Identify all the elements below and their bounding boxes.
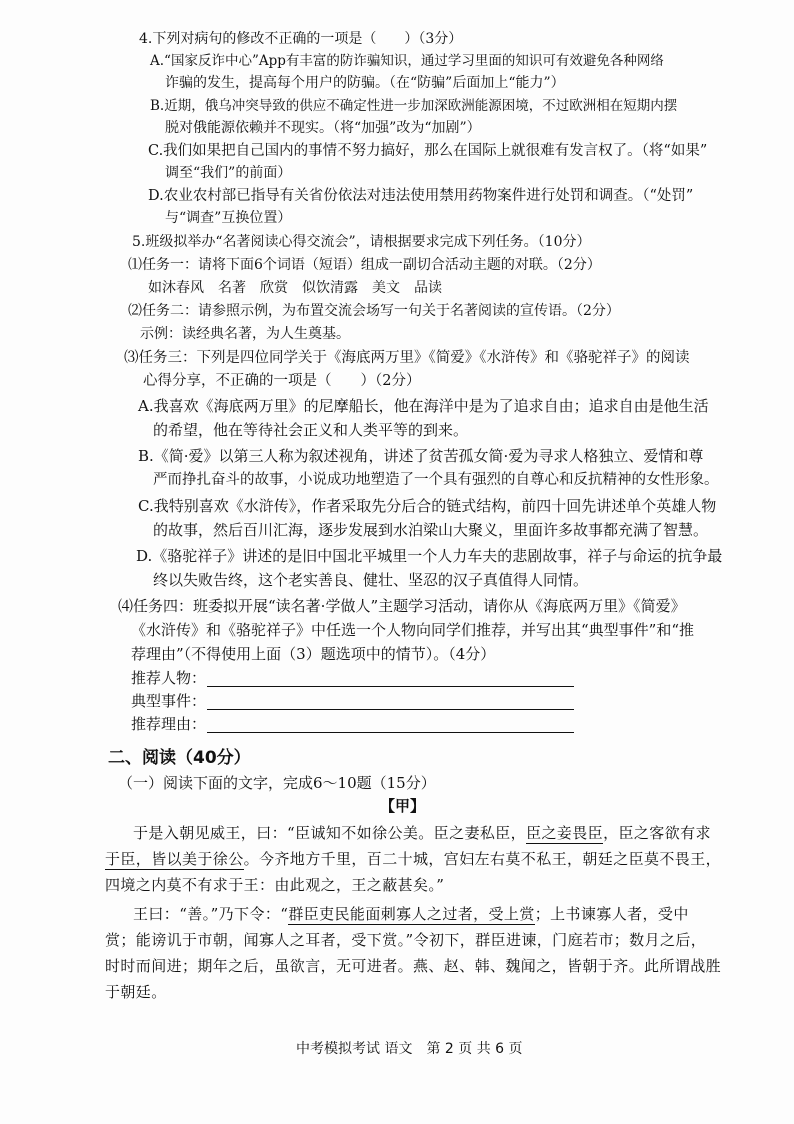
recommend-reason-label: 推荐理由： — [131, 715, 207, 733]
reading-part1-instruction: （一）阅读下面的文字，完成6～10题（15分） — [118, 774, 436, 792]
passage-underline-2: 群臣吏民能面刺寡人之过者，受上赏 — [288, 905, 535, 923]
passage-p1-line1-end: ，臣之客欲有求 — [603, 824, 711, 842]
q5-stem: 5.班级拟举办“名著阅读心得交流会”，请根据要求完成下列任务。（10分） — [132, 234, 591, 250]
q5-option-c-line1: C.我特别喜欢《水浒传》，作者采取先分后合的链式结构，前四十回先讲述单个英雄人物 — [138, 497, 717, 515]
passage-p1-line2 — [105, 850, 721, 869]
passage-underline-1a: 臣之妾畏臣 — [526, 824, 604, 842]
q5-task1: ⑴任务一：请将下面6个词语（短语）组成一副切合活动主题的对联。（2分） — [128, 257, 601, 273]
q5-task3-line2: 心得分享，不正确的一项是（ ）（2分） — [143, 373, 421, 389]
typical-event-blank[interactable] — [207, 709, 574, 710]
passage-p1-line3: 四境之内莫不有求于王：由此观之，王之蔽甚矣。” — [105, 876, 445, 894]
passage-p2-line1-start: 王曰：“善。”乃下令：“ — [133, 905, 289, 923]
q5-option-a-line2: 的希望，他在等待社会正义和人类平等的到来。 — [153, 421, 469, 439]
q5-task2: ⑵任务二：请参照示例，为布置交流会场写一句关于名著阅读的宣传语。（2分） — [128, 303, 620, 319]
typical-event-label: 典型事件： — [131, 692, 207, 710]
passage-p1-line1-text: 于是入朝见威王，曰：“臣诚知不如徐公美。臣之妻私臣， — [133, 824, 527, 842]
q5-option-d-line1: D.《骆驼祥子》讲述的是旧中国北平城里一个人力车夫的悲剧故事，祥子与命运的抗争最 — [136, 547, 723, 565]
q4-option-b-line1: B.近期，俄乌冲突导致的供应不确定性进一步加深欧洲能源困境，不过欧洲相在短期内摆 — [150, 98, 678, 114]
q5-task2-example: 示例：读经典名著，为人生奠基。 — [140, 326, 350, 342]
page-footer: 中考模拟考试 语文 第 2 页 共 6 页 — [296, 1041, 523, 1057]
passage-label-jia: 【甲】 — [380, 797, 426, 815]
q4-option-a-line2: 诈骗的发生，提高每个用户的防骗。（在“防骗”后面加上“能力”） — [165, 75, 565, 91]
q5-task1-words: 如沐春风 名著 欣赏 似饮清露 美文 品读 — [148, 280, 442, 296]
q5-option-a-line1: A.我喜欢《海底两万里》的尼摩船长，他在海洋中是为了追求自由；追求自由是他生活 — [138, 397, 709, 415]
q5-task3-line1: ⑶任务三：下列是四位同学关于《海底两万里》《简爱》《水浒传》和《骆驼祥子》的阅读 — [124, 350, 690, 366]
q4-option-d-line2: 与“调查”互换位置） — [165, 210, 292, 226]
passage-p2-line3: 时时而间进；期年之后，虽欲言，无可进者。燕、赵、韩、魏闻之，皆朝于齐。此所谓战胜 — [105, 957, 722, 975]
q5-task4-line3: 荐理由”（不得使用上面（3）题选项中的情节）。（4分） — [131, 645, 496, 663]
q5-option-b-line1: B.《简·爱》以第三人称为叙述视角，讲述了贫苦孤女简·爱为寻求人格独立、爱情和尊 — [138, 447, 704, 465]
passage-p1-line2-end: 。今齐地方千里，百二十城，宫妇左右莫不私王，朝廷之臣莫不畏王， — [243, 850, 722, 868]
q5-option-b-line2: 严而挣扎奋斗的故事，小说成功地塑造了一个具有强烈的自尊心和反抗精神的女性形象。 — [153, 472, 719, 488]
q4-option-b-line2: 脱对俄能源依赖并不现实。（将“加强”改为“加剧”） — [165, 120, 481, 136]
passage-p2-line1 — [133, 905, 689, 924]
q4-option-d-line1: D.农业农村部已指导有关省份依法对违法使用禁用药物案件进行处罚和调查。（“处罚” — [148, 188, 694, 204]
q4-option-c-line1: C.我们如果把自己国内的事情不努力搞好，那么在国际上就很难有发言权了。（将“如果” — [148, 143, 708, 159]
q5-task4-line1: ⑷任务四：班委拟开展“读名著·学做人”主题学习活动，请你从《海底两万里》《简爱》 — [118, 597, 686, 615]
q4-option-c-line2: 调至“我们”的前面） — [165, 165, 292, 181]
passage-p1-line1 — [133, 824, 711, 843]
passage-p2-line2: 赏；能谤讥于市朝，闻寡人之耳者，受下赏。”令初下，群臣进谏，门庭若市；数月之后， — [105, 931, 707, 949]
q4-option-a-line1: A.“国家反诈中心”App有丰富的防诈骗知识，通过学习里面的知识可有效避免各种网络 — [150, 53, 664, 69]
passage-underline-1b: 于臣，皆以美于徐公 — [105, 850, 244, 868]
recommend-reason-blank[interactable] — [207, 732, 574, 733]
recommend-person-blank[interactable] — [207, 686, 574, 687]
q5-task4-line2: 《水浒传》和《骆驼祥子》中任选一个人物向同学们推荐，并写出其“典型事件”和“推 — [131, 621, 695, 639]
section-title-reading: 二、阅读（40分） — [108, 748, 251, 768]
passage-p2-line4: 于朝廷。 — [105, 983, 167, 1001]
passage-p2-line1-end: ；上书谏寡人者，受中 — [534, 905, 689, 923]
recommend-person-label: 推荐人物： — [131, 669, 207, 687]
q5-option-d-line2: 终以失败告终，这个老实善良、健壮、坚忍的汉子真值得人同情。 — [153, 571, 589, 589]
q4-stem: 4.下列对病句的修改不正确的一项是（ ）（3分） — [139, 31, 463, 47]
q5-option-c-line2: 的故事，然后百川汇海，逐步发展到水泊梁山大聚义，里面许多故事都充满了智慧。 — [153, 521, 709, 539]
